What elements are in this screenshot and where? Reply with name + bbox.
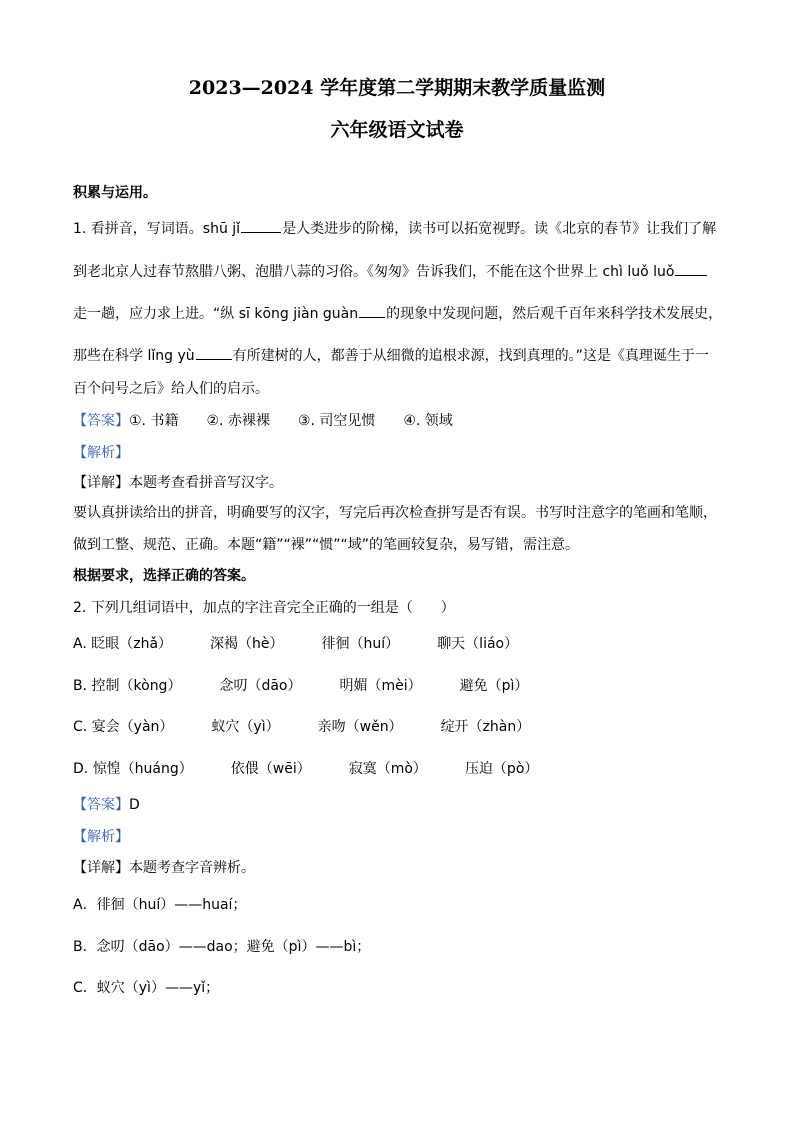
option-a: A. 眨眼（zhǎ） 深褐（hè） 徘徊（huí） 聊天（liáo） bbox=[73, 636, 519, 652]
answer-item: ③. 司空见惯 bbox=[297, 413, 376, 429]
detail-line: 【详解】本题考查字音辨析。 bbox=[73, 860, 255, 876]
answer-label: 【答案】 bbox=[73, 797, 129, 813]
blank-3 bbox=[359, 303, 385, 318]
q1-line-5: 百个问号之后》给人们的启示。 bbox=[73, 381, 269, 397]
explanation-line-2: 做到工整、规范、正确。本题“籍”“裸”“惯”“域”的笔画较复杂，易写错，需注意。 bbox=[73, 537, 580, 553]
blank-2 bbox=[675, 261, 707, 276]
blank-1 bbox=[241, 218, 281, 233]
option-d: D. 惊惶（huáng） 依偎（wēi） 寂寞（mò） 压迫（pò） bbox=[73, 761, 539, 777]
exam-subtitle: 六年级语文试卷 bbox=[330, 119, 464, 141]
q1-line-2: 到老北京人过春节熬腊八粥、泡腊八蒜的习俗。《匆匆》告诉我们，不能在这个世界上 chì luǒ luǒ bbox=[73, 261, 733, 282]
option-b: B. 控制（kòng） 念叨（dāo） 明媚（mèi） 避免（pì） bbox=[73, 678, 529, 694]
analysis-label: 【解析】 bbox=[73, 829, 129, 845]
option-c: C. 宴会（yàn） 蚁穴（yì） 亲吻（wěn） 绽开（zhàn） bbox=[73, 719, 531, 735]
q1-line-3: 走一趟，应力求上进。“纵 sī kōng jiàn guàn 的现象中发现问题，然后观千百年来科学技术发展史， bbox=[73, 303, 733, 324]
q1-line-1: 1. 看拼音，写词语。shū jǐ 是人类进步的阶梯，读书可以拓宽视野。读《北京的春节》让我们了解 bbox=[73, 218, 733, 239]
explanation-line-a: A．徘徊（huí）——huaí； bbox=[73, 897, 247, 913]
blank-4 bbox=[196, 345, 232, 360]
q2-answer-row bbox=[73, 795, 733, 815]
analysis-label: 【解析】 bbox=[73, 445, 129, 461]
answer-value: D bbox=[129, 797, 140, 813]
q1-line-4: 那些在科学 lǐng yù 有所建树的人，都善于从细微的追根求源，找到真理的。”这是《真理诞生于一 bbox=[73, 345, 733, 366]
section-heading-2: 根据要求，选择正确的答案。 bbox=[73, 568, 255, 584]
answer-label: 【答案】 bbox=[73, 413, 129, 429]
q2-stem: 2. 下列几组词语中，加点的字注音完全正确的一组是（ ） bbox=[73, 600, 455, 616]
section-heading-1: 积累与运用。 bbox=[73, 185, 157, 201]
exam-title: 2023—2024 学年度第二学期期末教学质量监测 bbox=[188, 77, 606, 99]
q1-answer-row bbox=[73, 411, 733, 431]
explanation-line-b: B．念叨（dāo）——dao；避免（pì）——bì； bbox=[73, 939, 371, 955]
answer-item: ②. 赤裸裸 bbox=[206, 413, 270, 429]
answer-item: ①. 书籍 bbox=[129, 413, 179, 429]
answer-item: ④. 领域 bbox=[403, 413, 453, 429]
explanation-line-1: 要认真拼读给出的拼音，明确要写的汉字，写完后再次检查拼写是否有误。书写时注意字的笔画和笔顺， bbox=[73, 505, 717, 521]
detail-line: 【详解】本题考查看拼音写汉字。 bbox=[73, 475, 283, 491]
explanation-line-c: C．蚁穴（yì）——yǐ； bbox=[73, 980, 220, 996]
